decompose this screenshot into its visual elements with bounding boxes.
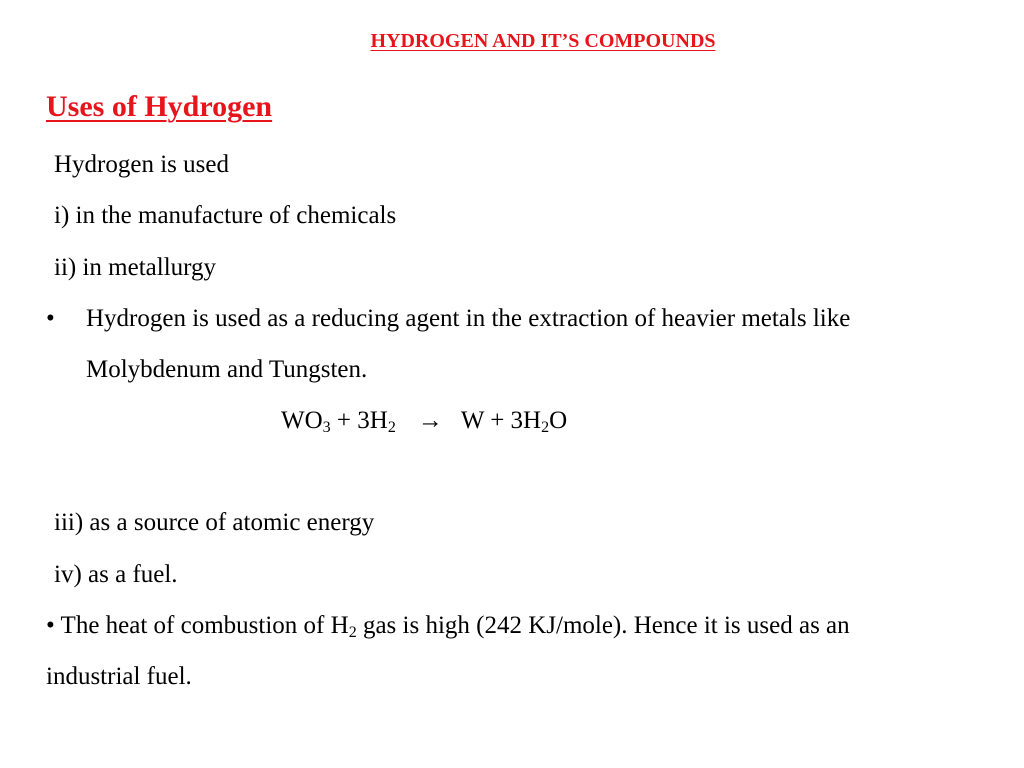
equation-reactant-2: + 3H [330,407,388,434]
bullet-marker: • [46,305,55,332]
page-header-title: HYDROGEN AND IT’S COMPOUNDS [370,30,716,52]
bullet-combustion-text-b: gas is high (242 KJ/mole). Hence it is used as an [356,612,850,639]
bullet-text-line-2: Molybdenum and Tungsten. [86,356,368,383]
equation-reactant-1: WO [281,407,323,434]
bullet-combustion-line-1 [46,611,850,641]
list-item-atomic-energy: iii) as a source of atomic energy [54,509,375,536]
list-item-metallurgy: ii) in metallurgy [54,254,217,281]
equation-subscript: 2 [541,419,550,436]
bullet-combustion-line-2: industrial fuel. [46,663,192,690]
section-heading: Uses of Hydrogen [46,90,273,123]
equation-subscript: 3 [322,419,331,436]
equation-subscript: 2 [387,419,396,436]
list-item-chemicals: i) in the manufacture of chemicals [54,202,397,229]
intro-text: Hydrogen is used [54,151,229,178]
equation-product-1: W + 3H [460,407,542,434]
bullet-text-line-1: Hydrogen is used as a reducing agent in the extraction of heavier metals like [86,305,851,332]
bullet-combustion-subscript: 2 [348,624,357,641]
chemical-equation [281,406,567,436]
equation-arrow: → [417,407,443,434]
equation-product-2: O [549,407,568,434]
bullet-combustion-text-a: • The heat of combustion of H [46,612,349,639]
list-item-fuel: iv) as a fuel. [54,561,178,588]
